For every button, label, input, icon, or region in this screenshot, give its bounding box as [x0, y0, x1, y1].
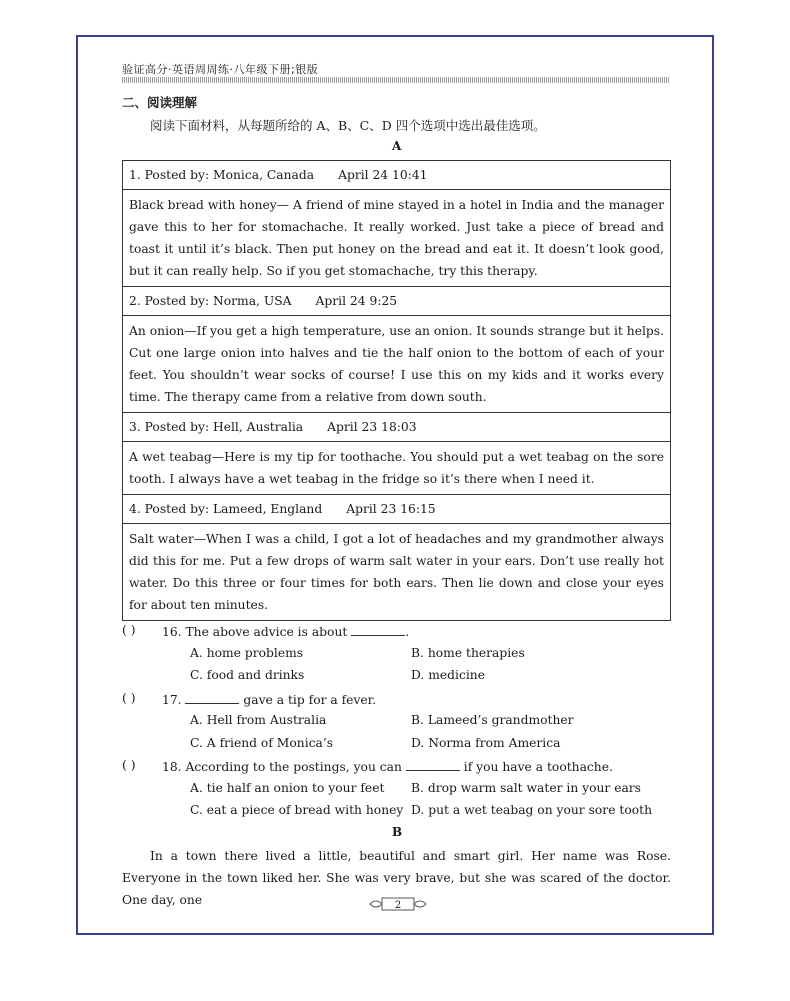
post-date: April 24 9:25 [315, 294, 398, 308]
part-b-title: B [392, 825, 403, 839]
post-body: A wet teabag—Here is my tip for toothache. You should put a wet teabag on the sore tooth. I always have a wet teabag in the fridge so it’s there when I need it. [123, 442, 670, 495]
part-b-paragraph: In a town there lived a little, beautiful and smart girl. Her name was Rose. Everyone in the town liked her. She was very brave, but she was scared of the doctor. One day, one [122, 849, 671, 907]
option[interactable]: C. eat a piece of bread with honey [190, 803, 404, 817]
post-body: An onion—If you get a high temperature, use an onion. It sounds strange but it helps. Cut one large onion into halves and tie the half onion to the bottom of each of your feet. You shouldn’t wear socks of course! I use this on my kids and it works every time. The therapy came from a relative from down south. [123, 316, 670, 413]
option[interactable]: D. medicine [411, 668, 485, 682]
section-title: 二、阅读理解 [122, 95, 198, 110]
question-number: 18. [162, 760, 182, 774]
post-body: Black bread with honey— A friend of mine stayed in a hotel in India and the manager gave this to her for stomachache. It really worked. Just take a piece of bread and toast it until it’s black. Then put honey on the bread and eat it. It doesn’t look good, but it can really help. So if you get stomachache, try this therapy. [123, 190, 670, 287]
postings-table [122, 160, 671, 621]
question-stem [162, 691, 376, 707]
post-header [123, 287, 670, 316]
option[interactable]: A. Hell from Australia [190, 713, 327, 727]
question-number: 16. [162, 625, 182, 639]
answer-blank [406, 758, 460, 771]
option[interactable]: D. put a wet teabag on your sore tooth [411, 803, 652, 817]
question-stem [162, 758, 613, 774]
header-title: 验证高分·英语周周练·八年级下册;银版 [122, 63, 319, 76]
post-date: April 23 16:15 [346, 502, 436, 516]
post-date: April 24 10:41 [338, 168, 428, 182]
page-number: 2 [394, 900, 402, 911]
answer-paren[interactable]: ( ) [122, 758, 136, 772]
post-header [123, 495, 670, 524]
question-stem [162, 623, 409, 639]
post-date: April 23 18:03 [327, 420, 417, 434]
option[interactable]: B. Lameed’s grandmother [411, 713, 574, 727]
option[interactable]: B. home therapies [411, 646, 525, 660]
post-author: 4. Posted by: Lameed, England [129, 502, 323, 516]
part-a-title: A [392, 139, 402, 153]
header-divider [122, 77, 670, 83]
page-number-badge [368, 896, 428, 912]
post-author: 1. Posted by: Monica, Canada [129, 168, 315, 182]
post-body: Salt water—When I was a child, I got a lot of headaches and my grandmother always did this for me. Put a few drops of warm salt water in your ears. Don’t use really hot water. Do this three or four times for both ears. Then lie down and close your eyes for about ten minutes. [129, 532, 664, 612]
option[interactable]: A. tie half an onion to your feet [190, 781, 385, 795]
option[interactable]: C. A friend of Monica’s [190, 736, 334, 750]
instructions: 阅读下面材料，从每题所给的 A、B、C、D 四个选项中选出最佳选项。 [150, 118, 546, 133]
post-author: 2. Posted by: Norma, USA [129, 294, 292, 308]
question-text: if you have a toothache. [463, 760, 613, 774]
option[interactable]: D. Norma from America [411, 736, 561, 750]
question-text: According to the postings, you can [185, 760, 402, 774]
question-text: . [405, 625, 410, 639]
answer-blank [351, 623, 405, 636]
post-author: 3. Posted by: Hell, Australia [129, 420, 304, 434]
question-number: 17. [162, 693, 182, 707]
answer-paren[interactable]: ( ) [122, 623, 136, 637]
question-text: The above advice is about [185, 625, 348, 639]
answer-paren[interactable]: ( ) [122, 691, 136, 705]
answer-blank [185, 691, 239, 704]
question-text: gave a tip for a fever. [243, 693, 377, 707]
option[interactable]: B. drop warm salt water in your ears [411, 781, 641, 795]
post-header [123, 161, 670, 190]
post-header [123, 413, 670, 442]
page-number-ornament-icon [368, 896, 428, 912]
option[interactable]: C. food and drinks [190, 668, 305, 682]
option[interactable]: A. home problems [190, 646, 304, 660]
